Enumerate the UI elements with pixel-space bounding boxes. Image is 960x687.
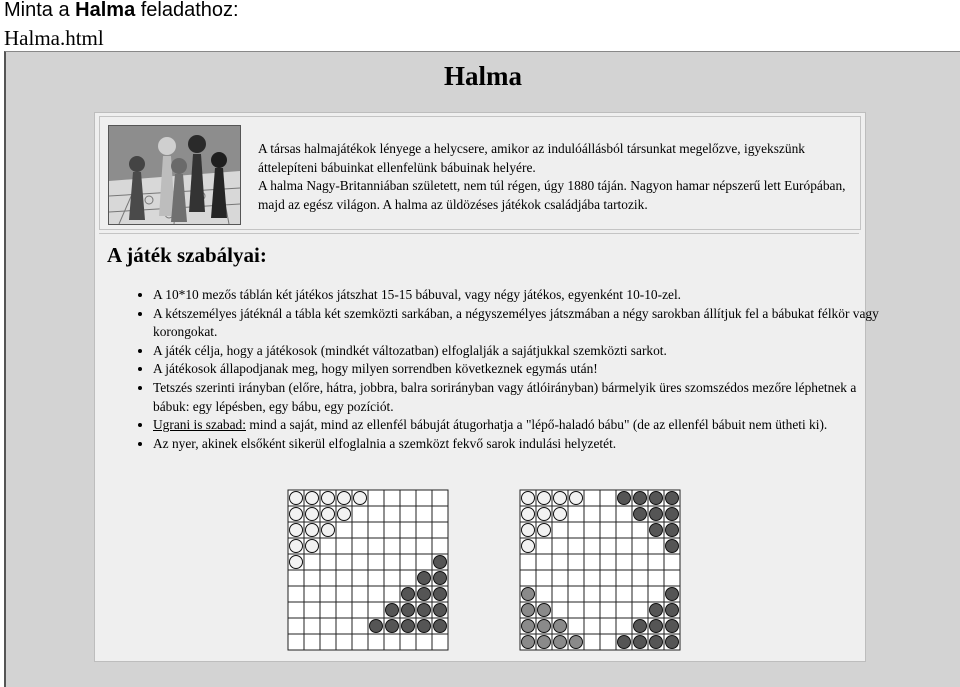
board-piece	[290, 508, 303, 521]
board-cell	[288, 618, 304, 634]
board-cell	[584, 634, 600, 650]
board-piece	[538, 492, 551, 505]
board-cell	[416, 506, 432, 522]
board-cell	[352, 586, 368, 602]
board-cell	[368, 602, 384, 618]
rule-item: • Az nyer, akinek elsőként sikerül elfoglalnia a szemközt fekvő sarok indulási helyzetét.	[153, 435, 888, 454]
board-cell	[600, 554, 616, 570]
intro-text	[258, 140, 858, 214]
board-cell	[400, 490, 416, 506]
jump-rule-text: mind a saját, mind az ellenfél bábuját átugorhatja a "lépő-haladó bábu" (de az ellenfél bábuit nem ütheti ki).	[245, 417, 828, 433]
board-piece	[322, 492, 335, 505]
board-cell	[304, 618, 320, 634]
intro-box	[99, 116, 861, 230]
file-name: Halma.html	[4, 26, 104, 50]
board-cell	[384, 586, 400, 602]
board-cell	[520, 570, 536, 586]
board-piece	[418, 604, 431, 617]
intro-paragraph-1: A társas halmajátékok lényege a helycsere, amikor az indulóállásból társunkat megelőzve, igyekszünk áttelepíteni bábuinkat ellenfelünk bábuinak helyére.	[258, 141, 805, 175]
board-cell	[584, 538, 600, 554]
board-cell	[552, 602, 568, 618]
board-cell	[584, 506, 600, 522]
board-piece	[322, 508, 335, 521]
board-cell	[320, 554, 336, 570]
board-cell	[520, 554, 536, 570]
board-cell	[320, 570, 336, 586]
board-piece	[434, 588, 447, 601]
board-piece	[290, 540, 303, 553]
board-cell	[432, 634, 448, 650]
board-piece	[538, 636, 551, 649]
board-piece	[290, 556, 303, 569]
board-cell	[288, 570, 304, 586]
board-cell	[584, 602, 600, 618]
board-cell	[336, 618, 352, 634]
board-cell	[384, 634, 400, 650]
board-cell	[632, 570, 648, 586]
board-cell	[552, 586, 568, 602]
content-panel	[94, 112, 879, 662]
board-two-player	[287, 489, 451, 653]
board-cell	[568, 602, 584, 618]
board-cell	[616, 506, 632, 522]
board-cell	[352, 634, 368, 650]
board-cell	[400, 554, 416, 570]
board-cell	[536, 586, 552, 602]
board-cell	[432, 538, 448, 554]
page-title: Halma	[444, 61, 522, 91]
board-piece	[434, 556, 447, 569]
board-cell	[600, 538, 616, 554]
board-piece	[666, 620, 679, 633]
board-piece	[402, 604, 415, 617]
board-cell	[352, 602, 368, 618]
board-cell	[616, 538, 632, 554]
board-cell	[584, 490, 600, 506]
board-piece	[386, 604, 399, 617]
board-piece	[666, 524, 679, 537]
board-piece	[418, 588, 431, 601]
board-piece	[650, 604, 663, 617]
board-cell	[368, 538, 384, 554]
heading-prefix: Minta a	[4, 0, 76, 21]
board-piece	[666, 492, 679, 505]
board-cell	[616, 618, 632, 634]
board-cell	[600, 602, 616, 618]
board-cell	[600, 586, 616, 602]
board-piece	[370, 620, 383, 633]
board-cell	[568, 554, 584, 570]
board-cell	[304, 634, 320, 650]
board-cell	[648, 570, 664, 586]
board-piece	[570, 492, 583, 505]
board-cell	[384, 506, 400, 522]
board-cell	[320, 602, 336, 618]
board-cell	[416, 634, 432, 650]
board-cell	[648, 538, 664, 554]
rule-item: • A kétszemélyes játéknál a tábla két szemközti sarkában, a négyszemélyes játszmában a négy sarokban állítjuk fel a bábukat félkör vagy korongokat.	[153, 305, 888, 342]
board-piece	[290, 492, 303, 505]
board-cell	[336, 586, 352, 602]
board-cell	[304, 554, 320, 570]
board-cell	[648, 586, 664, 602]
board-piece	[650, 620, 663, 633]
board-cell	[320, 586, 336, 602]
board-cell	[536, 538, 552, 554]
board-cell	[600, 522, 616, 538]
heading-game: Halma	[75, 0, 136, 21]
board-piece	[554, 508, 567, 521]
board-cell	[584, 522, 600, 538]
board-cell	[632, 554, 648, 570]
board-four-player	[519, 489, 683, 653]
board-piece	[554, 620, 567, 633]
board-piece	[666, 508, 679, 521]
board-cell	[664, 554, 680, 570]
board-cell	[288, 586, 304, 602]
board-cell	[320, 634, 336, 650]
board-cell	[616, 522, 632, 538]
board-piece	[522, 492, 535, 505]
board-cell	[352, 522, 368, 538]
board-cell	[584, 554, 600, 570]
board-cell	[400, 538, 416, 554]
rule-item: • A játékosok állapodjanak meg, hogy milyen sorrendben következnek egymás után!	[153, 360, 888, 379]
halma-pieces-photo-art	[109, 126, 240, 224]
board-piece	[650, 636, 663, 649]
board-piece	[554, 636, 567, 649]
board-cell	[632, 602, 648, 618]
board-cell	[384, 490, 400, 506]
board-cell	[632, 522, 648, 538]
board-piece	[306, 492, 319, 505]
board-piece	[634, 508, 647, 521]
board-cell	[632, 538, 648, 554]
board-cell	[352, 618, 368, 634]
rule-item: • A 10*10 mezős táblán két játékos játszhat 15-15 bábuval, vagy négy játékos, egyenként 10-10-zel.	[153, 286, 888, 305]
board-cell	[568, 586, 584, 602]
board-cell	[600, 506, 616, 522]
board-cell	[416, 554, 432, 570]
board-cell	[416, 490, 432, 506]
board-piece	[634, 492, 647, 505]
halma-pieces-photo	[108, 125, 241, 225]
board-cell	[432, 506, 448, 522]
board-cell	[648, 554, 664, 570]
rule-item: • A játék célja, hogy a játékosok (mindkét változatban) elfoglalják a sajátjukkal szemközti sarkot.	[153, 342, 888, 361]
board-piece	[306, 524, 319, 537]
heading-suffix: feladathoz:	[135, 0, 239, 21]
board-piece	[306, 540, 319, 553]
board-cell	[304, 602, 320, 618]
board-cell	[552, 538, 568, 554]
board-piece	[402, 620, 415, 633]
board-cell	[320, 538, 336, 554]
board-cell	[368, 554, 384, 570]
board-cell	[400, 506, 416, 522]
board-cell	[304, 586, 320, 602]
jump-rule-link[interactable]: Ugrani is szabad:	[153, 417, 246, 433]
board-piece	[418, 572, 431, 585]
board-cell	[600, 570, 616, 586]
board-cell	[336, 570, 352, 586]
board-cell	[616, 586, 632, 602]
board-piece	[522, 508, 535, 521]
board-cell	[568, 538, 584, 554]
board-cell	[336, 522, 352, 538]
board-cell	[304, 570, 320, 586]
board-cell	[368, 634, 384, 650]
board-piece	[338, 508, 351, 521]
board-cell	[584, 618, 600, 634]
board-cell	[352, 554, 368, 570]
rules-list	[117, 286, 888, 453]
board-piece	[570, 636, 583, 649]
board-cell	[368, 490, 384, 506]
board-piece	[650, 524, 663, 537]
board-cell	[632, 586, 648, 602]
board-cell	[600, 634, 616, 650]
board-cell	[368, 586, 384, 602]
board-cell	[336, 602, 352, 618]
board-cell	[288, 634, 304, 650]
board-piece	[338, 492, 351, 505]
board-cell	[536, 554, 552, 570]
board-piece	[634, 620, 647, 633]
board-piece	[434, 604, 447, 617]
board-cell	[352, 538, 368, 554]
board-cell	[384, 554, 400, 570]
page-screenshot	[4, 51, 960, 687]
intro-paragraph-2: A halma Nagy-Britanniában született, nem túl régen, úgy 1880 táján. Nagyon hamar népszerű lett Európában, majd az egész világon. A halma az üldözéses játékok családjába tartozik.	[258, 178, 846, 212]
rule-item-jump	[153, 416, 888, 435]
board-cell	[416, 538, 432, 554]
board-cell	[352, 506, 368, 522]
board-cell	[616, 570, 632, 586]
board-cell	[400, 634, 416, 650]
board-cell	[568, 506, 584, 522]
board-piece	[522, 588, 535, 601]
board-cell	[320, 618, 336, 634]
board-cell	[552, 554, 568, 570]
board-cell	[416, 522, 432, 538]
board-piece	[650, 508, 663, 521]
rules-section	[99, 233, 879, 659]
board-cell	[616, 554, 632, 570]
board-cell	[368, 506, 384, 522]
board-piece	[538, 604, 551, 617]
board-cell	[552, 570, 568, 586]
board-piece	[522, 620, 535, 633]
board-piece	[538, 620, 551, 633]
board-cell	[384, 570, 400, 586]
board-piece	[522, 540, 535, 553]
board-piece	[538, 524, 551, 537]
rules-heading: A játék szabályai:	[107, 243, 267, 267]
board-cell	[600, 490, 616, 506]
board-cell	[584, 570, 600, 586]
board-piece	[538, 508, 551, 521]
board-piece	[666, 604, 679, 617]
board-piece	[418, 620, 431, 633]
board-piece	[618, 492, 631, 505]
board-cell	[584, 586, 600, 602]
board-piece	[386, 620, 399, 633]
board-piece	[522, 604, 535, 617]
board-cell	[432, 522, 448, 538]
board-piece	[554, 492, 567, 505]
board-cell	[552, 522, 568, 538]
board-cell	[432, 490, 448, 506]
board-piece	[522, 636, 535, 649]
board-piece	[666, 588, 679, 601]
sample-heading	[4, 0, 239, 22]
board-piece	[290, 524, 303, 537]
board-cell	[288, 602, 304, 618]
board-piece	[434, 620, 447, 633]
board-cell	[400, 570, 416, 586]
board-piece	[618, 636, 631, 649]
board-cell	[336, 554, 352, 570]
board-cell	[352, 570, 368, 586]
board-piece	[306, 508, 319, 521]
board-piece	[354, 492, 367, 505]
board-cell	[616, 602, 632, 618]
board-cell	[568, 570, 584, 586]
board-piece	[666, 636, 679, 649]
board-cell	[384, 522, 400, 538]
board-piece	[522, 524, 535, 537]
board-cell	[368, 522, 384, 538]
board-piece	[666, 540, 679, 553]
board-cell	[536, 570, 552, 586]
board-piece	[322, 524, 335, 537]
board-piece	[650, 492, 663, 505]
board-cell	[336, 634, 352, 650]
board-cell	[400, 522, 416, 538]
board-cell	[600, 618, 616, 634]
board-cell	[664, 570, 680, 586]
board-piece	[402, 588, 415, 601]
board-cell	[368, 570, 384, 586]
board-cell	[336, 538, 352, 554]
board-piece	[634, 636, 647, 649]
board-cell	[568, 522, 584, 538]
board-cell	[384, 538, 400, 554]
board-piece	[434, 572, 447, 585]
board-cell	[568, 618, 584, 634]
rule-item: • Tetszés szerinti irányban (előre, hátra, jobbra, balra sorirányban vagy átlóirányban) bármelyik üres szomszédos mezőre léphetnek a bábuk: egy lépésben, egy bábu, egy pozíciót.	[153, 379, 888, 416]
